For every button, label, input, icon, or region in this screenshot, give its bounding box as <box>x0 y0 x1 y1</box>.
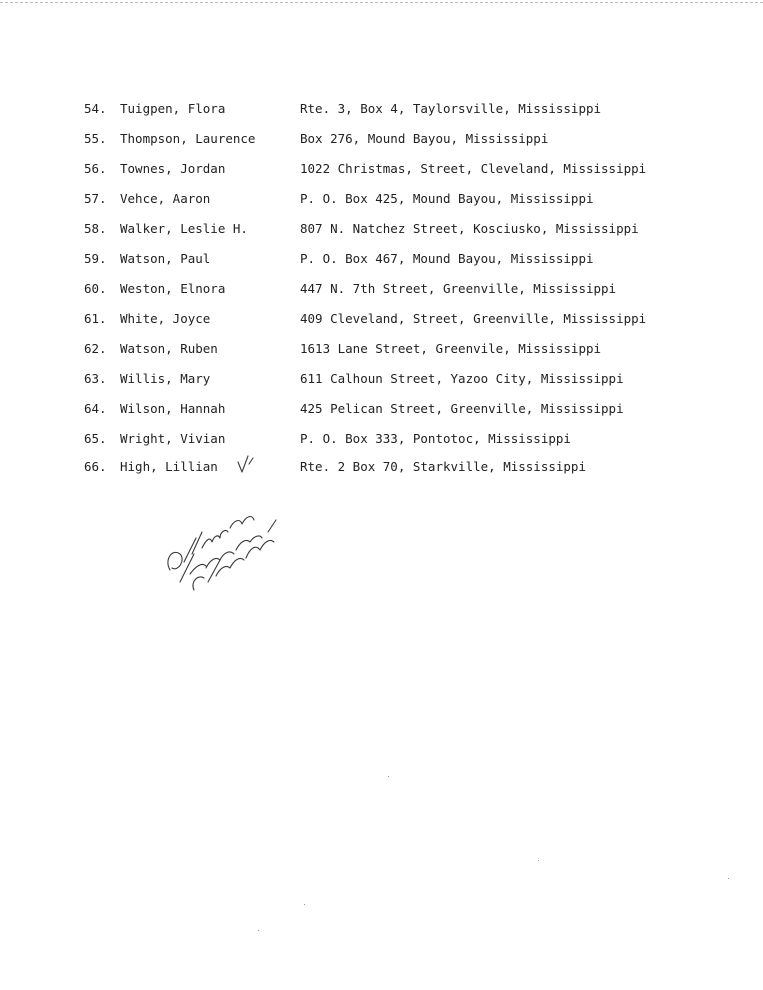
entry-name: Weston, Elnora <box>120 281 226 296</box>
entry-name: Watson, Ruben <box>120 341 218 356</box>
entry-name: Walker, Leslie H. <box>120 221 248 236</box>
paper-speck <box>388 776 389 777</box>
entry-name: Tuigpen, Flora <box>120 101 226 116</box>
paper-speck <box>728 878 729 879</box>
list-item <box>0 160 763 178</box>
entry-name: Wilson, Hannah <box>120 401 226 416</box>
list-item <box>0 310 763 328</box>
entry-name: Townes, Jordan <box>120 161 226 176</box>
list-item <box>0 458 763 476</box>
entry-number: 66. <box>84 459 107 474</box>
entry-number: 65. <box>84 431 107 446</box>
paper-speck <box>304 904 305 905</box>
entry-number: 64. <box>84 401 107 416</box>
entry-number: 62. <box>84 341 107 356</box>
list-item <box>0 100 763 118</box>
entry-number: 63. <box>84 371 107 386</box>
entry-address: Rte. 2 Box 70, Starkville, Mississippi <box>300 459 586 474</box>
entry-address: P. O. Box 467, Mound Bayou, Mississippi <box>300 251 594 266</box>
entry-address: 807 N. Natchez Street, Kosciusko, Mississippi <box>300 221 639 236</box>
entry-address: 425 Pelican Street, Greenville, Mississippi <box>300 401 624 416</box>
list-item <box>0 220 763 238</box>
list-item <box>0 430 763 448</box>
entry-number: 56. <box>84 161 107 176</box>
entry-number: 54. <box>84 101 107 116</box>
entry-address: Box 276, Mound Bayou, Mississippi <box>300 131 549 146</box>
entry-address: Rte. 3, Box 4, Taylorsville, Mississippi <box>300 101 602 116</box>
entry-number: 60. <box>84 281 107 296</box>
paper-speck <box>538 860 539 861</box>
entry-address: 1613 Lane Street, Greenvile, Mississippi <box>300 341 602 356</box>
entry-name: Watson, Paul <box>120 251 211 266</box>
entry-name: White, Joyce <box>120 311 211 326</box>
entry-name: Thompson, Laurence <box>120 131 256 146</box>
entry-name: Vehce, Aaron <box>120 191 211 206</box>
list-item <box>0 280 763 298</box>
entry-name: High, Lillian <box>120 459 218 474</box>
handwritten-note <box>150 450 290 600</box>
entry-address: 1022 Christmas, Street, Cleveland, Mississippi <box>300 161 647 176</box>
entry-address: 409 Cleveland, Street, Greenville, Mississippi <box>300 311 647 326</box>
entry-name: Wright, Vivian <box>120 431 226 446</box>
list-item <box>0 400 763 418</box>
entry-number: 59. <box>84 251 107 266</box>
entry-address: 447 N. 7th Street, Greenville, Mississippi <box>300 281 617 296</box>
entry-number: 61. <box>84 311 107 326</box>
entry-address: P. O. Box 425, Mound Bayou, Mississippi <box>300 191 594 206</box>
entry-number: 58. <box>84 221 107 236</box>
entry-name: Willis, Mary <box>120 371 211 386</box>
paper-speck <box>258 930 259 931</box>
entry-address: P. O. Box 333, Pontotoc, Mississippi <box>300 431 571 446</box>
entry-number: 57. <box>84 191 107 206</box>
list-item <box>0 370 763 388</box>
list-item <box>0 130 763 148</box>
entry-number: 55. <box>84 131 107 146</box>
entry-address: 611 Calhoun Street, Yazoo City, Mississippi <box>300 371 624 386</box>
list-item <box>0 190 763 208</box>
list-item <box>0 250 763 268</box>
list-item <box>0 340 763 358</box>
